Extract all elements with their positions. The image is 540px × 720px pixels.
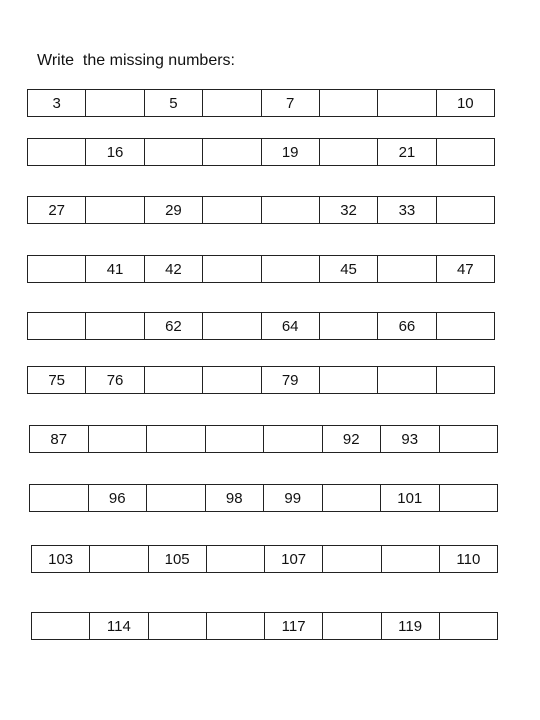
number-box: 119 bbox=[381, 613, 439, 639]
blank-number-box[interactable] bbox=[439, 613, 497, 639]
number-row bbox=[27, 366, 495, 394]
blank-number-box[interactable] bbox=[206, 546, 264, 572]
blank-number-box[interactable] bbox=[261, 197, 319, 223]
number-row bbox=[31, 545, 498, 573]
blank-number-box[interactable] bbox=[319, 139, 377, 165]
blank-number-box[interactable] bbox=[202, 139, 260, 165]
number-box: 107 bbox=[264, 546, 322, 572]
number-box: 114 bbox=[89, 613, 147, 639]
number-box: 7 bbox=[261, 90, 319, 116]
number-box: 103 bbox=[48, 550, 74, 568]
blank-number-box[interactable] bbox=[436, 313, 494, 339]
number-box: 29 bbox=[144, 197, 202, 223]
number-box: 117 bbox=[264, 613, 322, 639]
number-box: 76 bbox=[85, 367, 143, 393]
number-box: 99 bbox=[263, 485, 322, 511]
number-box: 47 bbox=[436, 256, 494, 282]
number-box: 87 bbox=[50, 430, 68, 448]
blank-number-box[interactable] bbox=[263, 426, 322, 452]
blank-number-box[interactable] bbox=[146, 485, 205, 511]
number-box: 41 bbox=[85, 256, 143, 282]
number-box: 75 bbox=[48, 371, 66, 389]
number-box: 10 bbox=[436, 90, 494, 116]
number-box: 33 bbox=[377, 197, 435, 223]
blank-number-box[interactable] bbox=[28, 313, 85, 339]
blank-number-box[interactable] bbox=[28, 139, 85, 165]
number-box: 42 bbox=[144, 256, 202, 282]
blank-number-box[interactable] bbox=[319, 367, 377, 393]
blank-number-box[interactable] bbox=[202, 197, 260, 223]
blank-number-box[interactable] bbox=[85, 313, 143, 339]
blank-number-box[interactable] bbox=[85, 197, 143, 223]
blank-number-box[interactable] bbox=[439, 485, 498, 511]
number-box: 79 bbox=[261, 367, 319, 393]
blank-number-box[interactable] bbox=[322, 613, 380, 639]
number-row bbox=[29, 484, 498, 512]
number-box: 64 bbox=[261, 313, 319, 339]
blank-number-box[interactable] bbox=[436, 197, 494, 223]
number-row bbox=[27, 312, 495, 340]
number-box: 96 bbox=[88, 485, 147, 511]
blank-number-box[interactable] bbox=[322, 546, 380, 572]
blank-number-box[interactable] bbox=[202, 256, 260, 282]
number-row bbox=[27, 138, 495, 166]
blank-number-box[interactable] bbox=[202, 313, 260, 339]
blank-number-box[interactable] bbox=[28, 256, 85, 282]
blank-number-box[interactable] bbox=[319, 313, 377, 339]
number-box: 101 bbox=[380, 485, 439, 511]
number-row bbox=[27, 255, 495, 283]
blank-number-box[interactable] bbox=[146, 426, 205, 452]
blank-number-box[interactable] bbox=[439, 426, 498, 452]
blank-number-box[interactable] bbox=[206, 613, 264, 639]
blank-number-box[interactable] bbox=[32, 613, 89, 639]
blank-number-box[interactable] bbox=[85, 90, 143, 116]
number-box: 3 bbox=[52, 94, 61, 112]
number-box: 19 bbox=[261, 139, 319, 165]
number-box: 16 bbox=[85, 139, 143, 165]
worksheet-instruction: Write the missing numbers: bbox=[37, 52, 235, 69]
blank-number-box[interactable] bbox=[377, 90, 435, 116]
blank-number-box[interactable] bbox=[261, 256, 319, 282]
number-box: 27 bbox=[48, 201, 66, 219]
blank-number-box[interactable] bbox=[89, 546, 147, 572]
blank-number-box[interactable] bbox=[436, 367, 494, 393]
number-row bbox=[27, 89, 495, 117]
number-box: 105 bbox=[148, 546, 206, 572]
blank-number-box[interactable] bbox=[144, 367, 202, 393]
blank-number-box[interactable] bbox=[319, 90, 377, 116]
number-box: 32 bbox=[319, 197, 377, 223]
number-box: 66 bbox=[377, 313, 435, 339]
number-box: 92 bbox=[322, 426, 381, 452]
blank-number-box[interactable] bbox=[205, 426, 264, 452]
blank-number-box[interactable] bbox=[144, 139, 202, 165]
blank-number-box[interactable] bbox=[202, 367, 260, 393]
number-box: 93 bbox=[380, 426, 439, 452]
number-row bbox=[27, 196, 495, 224]
number-box: 98 bbox=[205, 485, 264, 511]
number-box: 45 bbox=[319, 256, 377, 282]
number-box: 21 bbox=[377, 139, 435, 165]
number-box: 62 bbox=[144, 313, 202, 339]
number-box: 110 bbox=[439, 546, 497, 572]
blank-number-box[interactable] bbox=[30, 485, 88, 511]
number-row bbox=[31, 612, 498, 640]
blank-number-box[interactable] bbox=[436, 139, 494, 165]
number-row bbox=[29, 425, 498, 453]
blank-number-box[interactable] bbox=[202, 90, 260, 116]
blank-number-box[interactable] bbox=[88, 426, 147, 452]
blank-number-box[interactable] bbox=[322, 485, 381, 511]
number-box: 5 bbox=[144, 90, 202, 116]
blank-number-box[interactable] bbox=[377, 367, 435, 393]
blank-number-box[interactable] bbox=[377, 256, 435, 282]
blank-number-box[interactable] bbox=[381, 546, 439, 572]
blank-number-box[interactable] bbox=[148, 613, 206, 639]
